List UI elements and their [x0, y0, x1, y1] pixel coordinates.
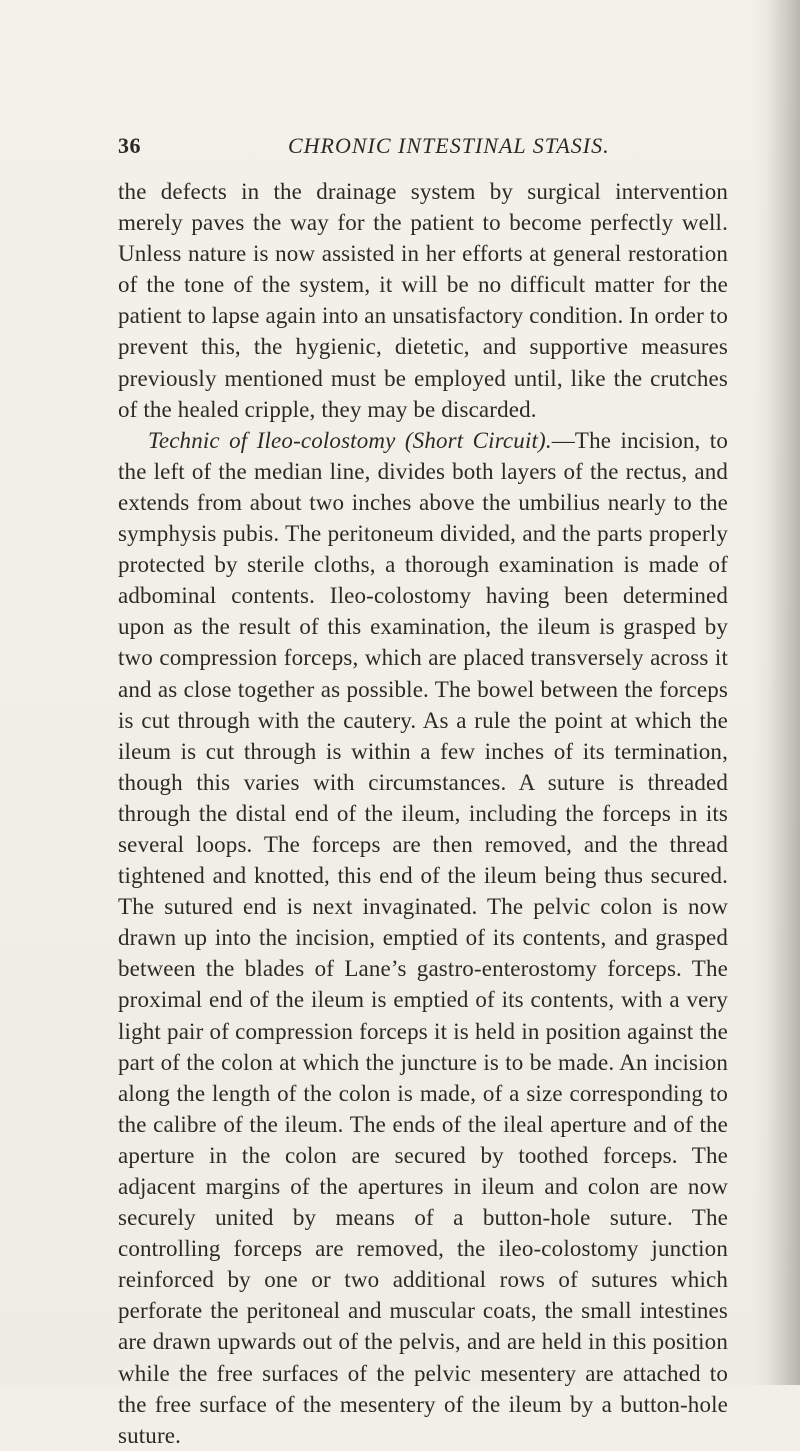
paragraph-2-heading: Technic of Ileo-colostomy (Short Circuit). — [148, 427, 552, 453]
body-text — [118, 176, 728, 1451]
page-number: 36 — [118, 133, 141, 158]
running-title: CHRONIC INTESTINAL STASIS. — [288, 133, 610, 158]
paragraph-2 — [118, 425, 728, 1451]
paragraph-2-text: —The incision, to the left of the median line, divides both layers of the rectus, and extends from about two inches above the umbilius nearly to the symphysis pubis. The peritoneum divided, and the parts properly protected by sterile cloths, a thorough examination is made of adbominal contents. Ileo-colostomy having been determined upon as the result of this examination, the ileum is grasped by two compression forceps, which are placed transversely across it and as close together as possible. The bowel between the forceps is cut through with the cautery. As a rule the point at which the ileum is cut through is within a few inches of its termination, though this varies with circumstances. A suture is threaded through the distal end of the ileum, including the forceps in its several loops. The forceps are then removed, and the thread tightened and knotted, this end of the ileum being thus secured. The sutured end is next invaginated. The pelvic colon is now drawn up into the incision, emptied of its contents, and grasped between the blades of Lane’s gastro-enterostomy forceps. The proximal end of the ileum is emptied of its contents, with a very light pair of compression forceps it is held in position against the part of the colon at which the juncture is to be made. An incision along the length of the colon is made, of a size corresponding to the calibre of the ileum. The ends of the ileal aperture and of the aperture in the colon are secured by toothed forceps. The adjacent margins of the apertures in ileum and colon are now securely united by means of a button-hole suture. The controlling forceps are removed, the ileo-colostomy junction reinforced by one or two additional rows of sutures which perforate the peritoneal and muscular coats, the small intestines are drawn upwards out of the pelvis, and are held in this position while the free surfaces of the pelvic mesentery are attached to the free surface of the mesentery of the ileum by a button-hole suture. — [118, 427, 729, 1448]
page-edge-shadow — [768, 0, 800, 1385]
running-head — [118, 130, 728, 162]
paragraph-1: the defects in the drainage system by surgical intervention merely paves the way for the patient to become perfectly well. Unless nature is now assisted in her efforts at general restoration of the tone of the system, it will be no difficult matter for the patient to lapse again into an unsatisfactory condition. In order to prevent this, the hygienic, dietetic, and supportive measures previously mentioned must be employed until, like the crutches of the healed cripple, they may be discarded. — [118, 179, 728, 422]
